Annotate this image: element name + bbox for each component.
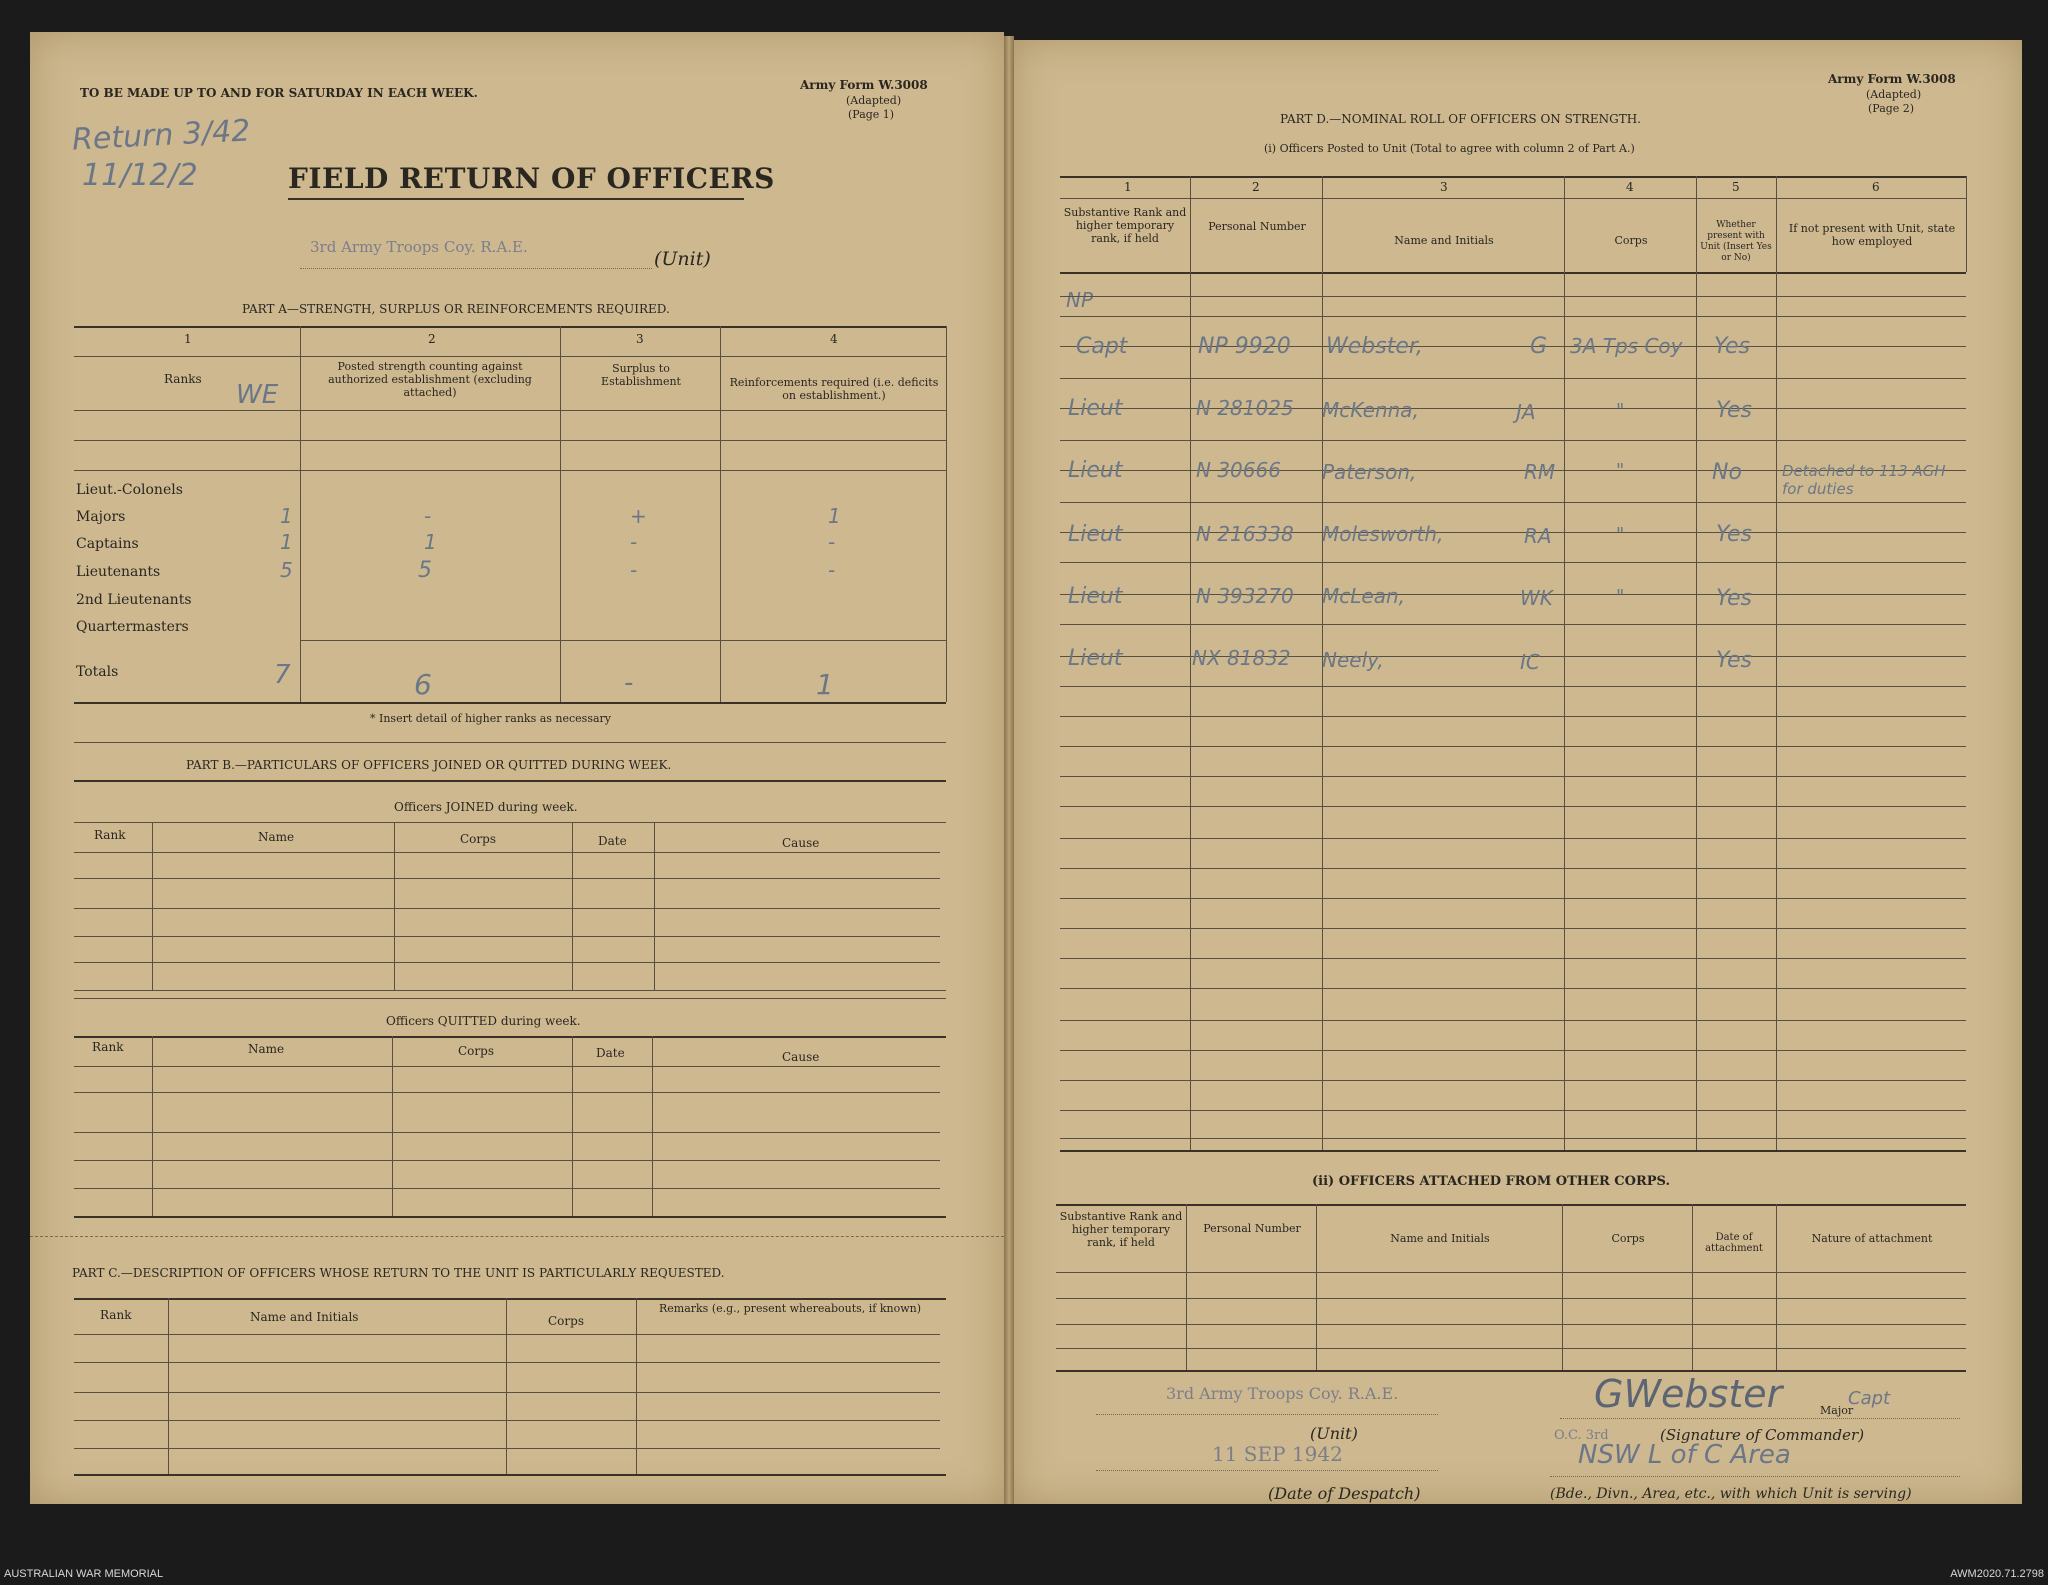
part-d-col-number: Personal Number bbox=[1208, 220, 1306, 233]
attached-heading: (ii) OFFICERS ATTACHED FROM OTHER CORPS. bbox=[1312, 1174, 1671, 1189]
row5-number: N 393270 bbox=[1196, 584, 1294, 608]
part-b-heading: PART B.—PARTICULARS OF OFFICERS JOINED OR QUITTED DURING WEEK. bbox=[186, 758, 672, 772]
rank-lieut-colonels: Lieut.-Colonels bbox=[76, 482, 183, 498]
row4-number: N 216338 bbox=[1196, 522, 1294, 546]
hand-date-note: 11/12/2 bbox=[82, 158, 198, 193]
part-c-col-rank: Rank bbox=[100, 1308, 132, 1322]
part-c-col-remarks: Remarks (e.g., present whereabouts, if known) bbox=[658, 1302, 922, 1315]
part-a-colnum-1: 1 bbox=[184, 332, 192, 346]
row2-initials: JA bbox=[1516, 400, 1536, 424]
oc-stamp: O.C. 3rd bbox=[1554, 1428, 1609, 1443]
commander-signature: GWebster bbox=[1594, 1372, 1783, 1416]
attached-col-corps: Corps bbox=[1611, 1232, 1645, 1245]
part-a-col-reinf: Reinforcements required (i.e. deficits on establishment.) bbox=[729, 376, 939, 402]
part-d-colnum-6: 6 bbox=[1872, 180, 1880, 194]
signature-major: Major bbox=[1820, 1404, 1854, 1417]
row5-corps: " bbox=[1616, 586, 1625, 607]
part-a-col-posted: Posted strength counting against authorized establishment (excluding attached) bbox=[328, 360, 532, 399]
part-d-colnum-4: 4 bbox=[1626, 180, 1634, 194]
we-lieutenants: 5 bbox=[280, 558, 293, 582]
quitted-col-cause: Cause bbox=[782, 1050, 820, 1064]
page-fold bbox=[1004, 36, 1014, 1504]
unit-stamp-left: 3rd Army Troops Coy. R.A.E. bbox=[310, 238, 528, 256]
hand-return-note: Return 3/42 bbox=[71, 113, 252, 158]
row5-name: McLean, bbox=[1322, 584, 1405, 608]
part-a-colnum-2: 2 bbox=[428, 332, 436, 346]
row3-name: Paterson, bbox=[1322, 460, 1417, 484]
we-majors: 1 bbox=[280, 504, 293, 528]
attached-col-rank: Substantive Rank and higher temporary rank, if held bbox=[1059, 1210, 1183, 1249]
row5-present: Yes bbox=[1716, 586, 1753, 611]
right-page bbox=[1014, 40, 2022, 1504]
row2-corps: " bbox=[1616, 400, 1625, 421]
totals-posted: 6 bbox=[414, 668, 432, 701]
row5-rank: Lieut bbox=[1068, 584, 1123, 609]
attached-col-date: Date of attachment bbox=[1705, 1232, 1763, 1254]
posted-captains: 1 bbox=[424, 530, 437, 554]
row4-present: Yes bbox=[1716, 522, 1753, 547]
row4-name: Molesworth, bbox=[1322, 522, 1444, 546]
part-d-colnum-3: 3 bbox=[1440, 180, 1448, 194]
rank-lieutenants: Lieutenants bbox=[76, 564, 161, 580]
row2-present: Yes bbox=[1716, 398, 1753, 423]
row3-present: No bbox=[1712, 460, 1742, 485]
row3-corps: " bbox=[1616, 460, 1625, 481]
rank-2nd-lieutenants: 2nd Lieutenants bbox=[76, 592, 192, 608]
quitted-col-corps: Corps bbox=[458, 1044, 494, 1058]
part-d-colnum-5: 5 bbox=[1732, 180, 1740, 194]
quitted-col-date: Date bbox=[596, 1046, 625, 1060]
part-a-colnum-4: 4 bbox=[830, 332, 838, 346]
row3-employed: Detached to 113 AGH for duties bbox=[1782, 462, 1946, 498]
row1-rank: Capt bbox=[1076, 334, 1128, 359]
part-d-col-name: Name and Initials bbox=[1394, 234, 1494, 247]
area-hand: NSW L of C Area bbox=[1578, 1440, 1791, 1470]
part-c-heading: PART C.—DESCRIPTION OF OFFICERS WHOSE RETURN TO THE UNIT IS PARTICULARLY REQUESTED. bbox=[72, 1266, 725, 1280]
joined-col-rank: Rank bbox=[94, 828, 126, 842]
rank-majors: Majors bbox=[76, 509, 126, 525]
form-adapted-right: (Adapted) bbox=[1866, 88, 1922, 101]
joined-col-corps: Corps bbox=[460, 832, 496, 846]
footer-archive: AUSTRALIAN WAR MEMORIAL bbox=[4, 1568, 164, 1580]
row3-number: N 30666 bbox=[1196, 458, 1281, 482]
joined-col-date: Date bbox=[598, 834, 627, 848]
rank-quartermasters: Quartermasters bbox=[76, 619, 189, 635]
posted-majors: - bbox=[424, 504, 432, 528]
surplus-captains: - bbox=[630, 530, 638, 554]
row1-initials: G bbox=[1530, 334, 1548, 359]
we-captains: 1 bbox=[280, 530, 293, 554]
part-c-col-corps: Corps bbox=[548, 1314, 584, 1328]
reinf-captains: - bbox=[828, 530, 836, 554]
part-d-colnum-1: 1 bbox=[1124, 180, 1132, 194]
part-a-footnote: * Insert detail of higher ranks as necessary bbox=[370, 712, 611, 725]
area-label: (Bde., Divn., Area, etc., with which Unit is serving) bbox=[1550, 1486, 1912, 1502]
totals-reinf: 1 bbox=[816, 668, 834, 701]
row2-number: N 281025 bbox=[1196, 396, 1294, 420]
signature-label: (Signature of Commander) bbox=[1660, 1426, 1865, 1444]
unit-label-right: (Unit) bbox=[1310, 1424, 1358, 1443]
row1-corps: 3A Tps Coy bbox=[1570, 334, 1683, 358]
row6-present: Yes bbox=[1716, 648, 1753, 673]
surplus-majors: + bbox=[630, 504, 647, 528]
totals-surplus: - bbox=[624, 668, 634, 698]
unit-label-left: (Unit) bbox=[654, 248, 711, 270]
row1-name: Webster, bbox=[1326, 334, 1423, 359]
row6-name: Neely, bbox=[1322, 648, 1384, 672]
part-d-col-employed: If not present with Unit, state how employed bbox=[1788, 222, 1956, 248]
date-stamp: 11 SEP 1942 bbox=[1212, 1442, 1343, 1466]
attached-col-nature: Nature of attachment bbox=[1811, 1232, 1933, 1245]
part-d-col-corps: Corps bbox=[1614, 234, 1648, 247]
form-adapted-left: (Adapted) bbox=[846, 94, 902, 107]
quitted-col-name: Name bbox=[248, 1042, 285, 1056]
totals-we: 7 bbox=[274, 660, 291, 690]
form-page-right: (Page 2) bbox=[1868, 102, 1915, 115]
row5-initials: WK bbox=[1520, 586, 1553, 610]
part-d-col-rank: Substantive Rank and higher temporary rank, if held bbox=[1063, 206, 1187, 245]
reinf-majors: 1 bbox=[828, 504, 841, 528]
joined-title: Officers JOINED during week. bbox=[394, 800, 578, 814]
signature-rank: Capt bbox=[1848, 1388, 1891, 1409]
row1-present: Yes bbox=[1714, 334, 1751, 359]
we-mark: WE bbox=[236, 380, 279, 410]
row4-corps: " bbox=[1616, 524, 1625, 545]
quitted-col-rank: Rank bbox=[92, 1040, 124, 1054]
row4-initials: RA bbox=[1524, 524, 1552, 548]
totals-label: Totals bbox=[76, 664, 119, 680]
joined-col-name: Name bbox=[258, 830, 295, 844]
part-d-heading: PART D.—NOMINAL ROLL OF OFFICERS ON STRENGTH. bbox=[1280, 112, 1641, 126]
np-mark: NP bbox=[1066, 288, 1094, 312]
part-d-colnum-2: 2 bbox=[1252, 180, 1260, 194]
attached-col-number: Personal Number bbox=[1203, 1222, 1301, 1235]
part-a-col-ranks: Ranks bbox=[164, 372, 202, 386]
form-id-left: Army Form W.3008 bbox=[800, 78, 928, 92]
part-a-heading: PART A—STRENGTH, SURPLUS OR REINFORCEMENTS REQUIRED. bbox=[242, 302, 670, 316]
form-id-right: Army Form W.3008 bbox=[1828, 72, 1956, 86]
part-a-col-surplus: Surplus to Establishment bbox=[601, 362, 681, 388]
reinf-lieutenants: - bbox=[828, 558, 836, 582]
surplus-lieutenants: - bbox=[630, 558, 638, 582]
row3-rank: Lieut bbox=[1068, 458, 1123, 483]
joined-col-cause: Cause bbox=[782, 836, 820, 850]
footer-accession: AWM2020.71.2798 bbox=[1950, 1568, 2044, 1580]
part-d-subheading: (i) Officers Posted to Unit (Total to agree with column 2 of Part A.) bbox=[1264, 142, 1635, 155]
form-page-left: (Page 1) bbox=[848, 108, 895, 121]
posted-lieutenants: 5 bbox=[418, 558, 432, 583]
rank-captains: Captains bbox=[76, 536, 139, 552]
row6-initials: IC bbox=[1520, 650, 1540, 674]
part-d-col-present: Whether present with Unit (Insert Yes or No) bbox=[1700, 220, 1772, 263]
quitted-title: Officers QUITTED during week. bbox=[386, 1014, 581, 1028]
row2-name: McKenna, bbox=[1322, 398, 1419, 422]
attached-col-name: Name and Initials bbox=[1390, 1232, 1490, 1245]
row2-rank: Lieut bbox=[1068, 396, 1123, 421]
row6-rank: Lieut bbox=[1068, 646, 1123, 671]
row4-rank: Lieut bbox=[1068, 522, 1123, 547]
part-a-colnum-3: 3 bbox=[636, 332, 644, 346]
form-title: FIELD RETURN OF OFFICERS bbox=[288, 162, 775, 195]
part-c-col-name: Name and Initials bbox=[250, 1310, 359, 1324]
row6-number: NX 81832 bbox=[1192, 646, 1291, 670]
date-label: (Date of Despatch) bbox=[1268, 1484, 1421, 1503]
unit-stamp-right: 3rd Army Troops Coy. R.A.E. bbox=[1166, 1384, 1399, 1403]
row3-initials: RM bbox=[1524, 460, 1556, 484]
row1-number: NP 9920 bbox=[1198, 334, 1291, 359]
top-note: TO BE MADE UP TO AND FOR SATURDAY IN EACH WEEK. bbox=[80, 86, 478, 100]
